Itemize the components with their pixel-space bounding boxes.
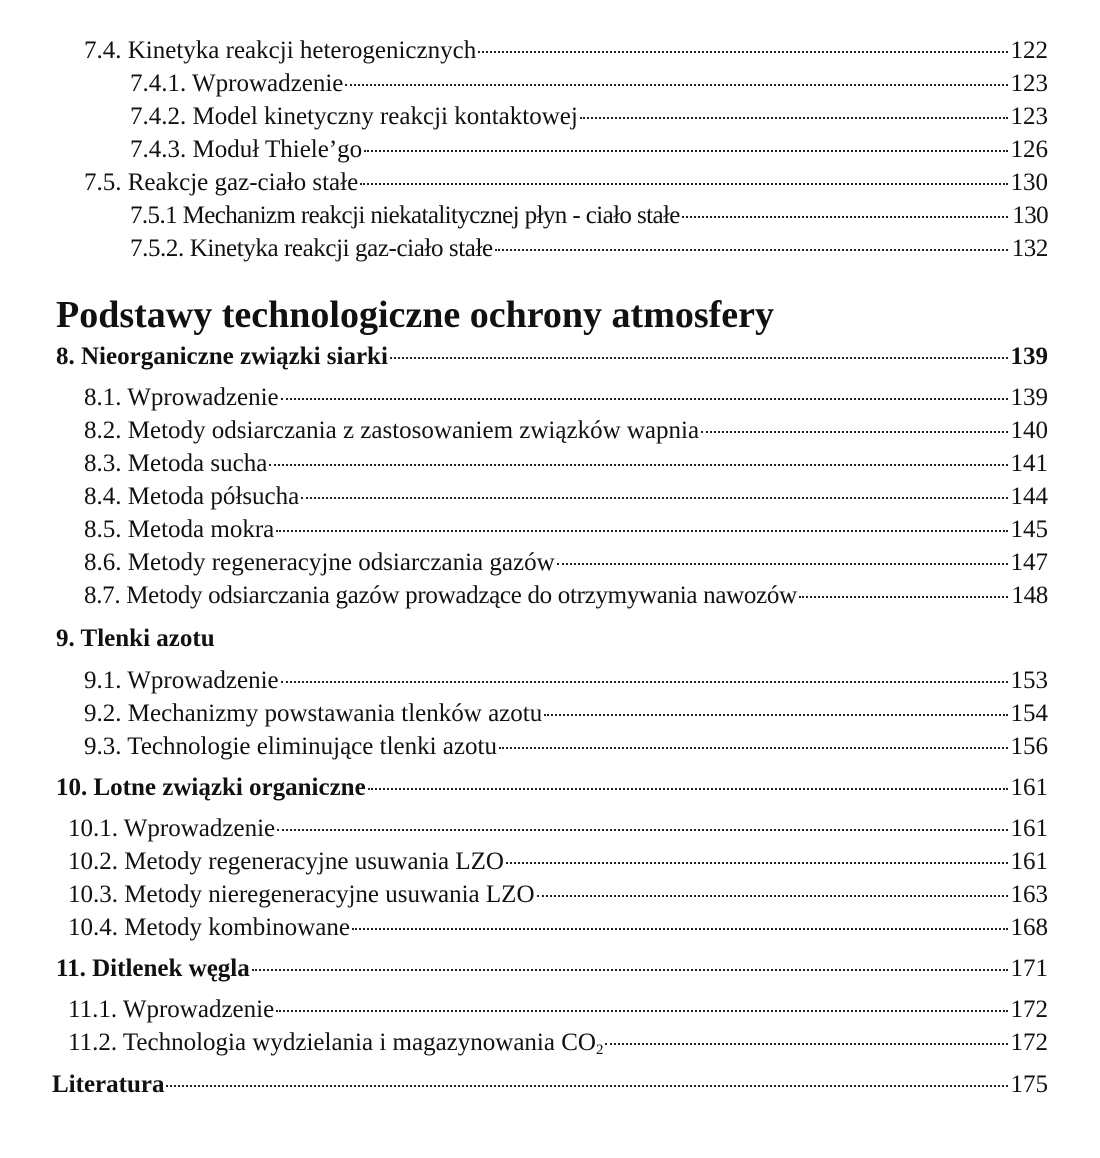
dot-leader — [390, 357, 1008, 359]
toc-entry-label: 11.1. Wprowadzenie — [68, 996, 275, 1023]
toc-entry-8-3 — [84, 449, 1048, 479]
toc-entry-page: 140 — [1010, 417, 1048, 444]
dot-leader — [368, 788, 1008, 790]
toc-entry-7-5-1 — [130, 201, 1048, 231]
toc-entry-page: 126 — [1010, 136, 1048, 163]
toc-entry-page: 172 — [1010, 996, 1048, 1023]
toc-chapter-9 — [56, 624, 215, 654]
dot-leader — [360, 183, 1008, 185]
dot-leader — [799, 596, 1008, 598]
toc-entry-label: 10. Lotne związki organiczne — [56, 774, 366, 801]
toc-entry-label: 9.2. Mechanizmy powstawania tlenków azotu — [84, 700, 543, 727]
toc-chapter-10 — [56, 773, 1048, 803]
toc-entry-8-4 — [84, 482, 1048, 512]
toc-entry-page: 139 — [1010, 343, 1048, 370]
dot-leader — [352, 928, 1008, 930]
toc-entry-label: 8.3. Metoda sucha — [84, 450, 268, 477]
toc-entry-10-2 — [68, 847, 1048, 877]
toc-entry-label — [68, 1028, 603, 1061]
toc-entry-7-5-2 — [130, 234, 1048, 264]
toc-entry-page: 130 — [1010, 169, 1048, 196]
dot-leader — [701, 431, 1008, 433]
toc-entry-label: 8.4. Metoda półsucha — [84, 483, 300, 510]
dot-leader — [495, 249, 1008, 251]
toc-entry-label-text: 11.2. Technologia wydzielania i magazynowania CO — [68, 1029, 596, 1056]
dot-leader — [544, 714, 1008, 716]
toc-entry-page: 123 — [1010, 70, 1048, 97]
toc-entry-label: 9.3. Technologie eliminujące tlenki azotu — [84, 733, 497, 760]
toc-entry-10-4 — [68, 913, 1048, 943]
toc-literatura — [52, 1070, 1048, 1100]
dot-leader — [506, 862, 1008, 864]
toc-entry-10-3 — [68, 880, 1048, 910]
dot-leader — [580, 117, 1008, 119]
toc-entry-page: 153 — [1010, 667, 1048, 694]
toc-entry-8-7 — [84, 581, 1048, 611]
toc-entry-label: 10.4. Metody kombinowane — [68, 914, 350, 941]
toc-entry-10-1 — [68, 814, 1048, 844]
toc-entry-8-1 — [84, 383, 1048, 413]
toc-entry-page: 122 — [1010, 37, 1048, 64]
dot-leader — [537, 895, 1008, 897]
toc-entry-page: 145 — [1010, 516, 1048, 543]
dot-leader — [281, 398, 1008, 400]
toc-entry-page: 171 — [1010, 955, 1048, 982]
toc-entry-page: 148 — [1011, 582, 1048, 609]
dot-leader — [252, 969, 1008, 971]
toc-entry-8-5 — [84, 515, 1048, 545]
toc-entry-8-6 — [84, 548, 1048, 578]
toc-entry-label: 10.2. Metody regeneracyjne usuwania LZO — [68, 848, 504, 875]
dot-leader — [269, 464, 1008, 466]
dot-leader — [301, 497, 1008, 499]
toc-entry-page: 144 — [1010, 483, 1048, 510]
toc-entry-page: 156 — [1010, 733, 1048, 760]
dot-leader — [277, 829, 1008, 831]
toc-entry-label: 9. Tlenki azotu — [56, 625, 215, 652]
dot-leader — [345, 84, 1008, 86]
toc-entry-label: Literatura — [52, 1071, 165, 1098]
toc-entry-page: 163 — [1010, 881, 1048, 908]
dot-leader — [499, 747, 1008, 749]
toc-entry-label: 10.3. Metody nieregeneracyjne usuwania LZO — [68, 881, 535, 908]
toc-entry-page: 123 — [1010, 103, 1048, 130]
toc-entry-label: 8.2. Metody odsiarczania z zastosowaniem związków wapnia — [84, 417, 700, 444]
toc-entry-label: 8.6. Metody regeneracyjne odsiarczania gazów — [84, 549, 555, 576]
toc-entry-7-4-1 — [130, 69, 1048, 99]
toc-entry-9-2 — [84, 699, 1048, 729]
part-heading: Podstawy technologiczne ochrony atmosfery — [56, 294, 775, 336]
toc-entry-label: 11. Ditlenek węgla — [56, 955, 250, 982]
toc-entry-8-2 — [84, 416, 1048, 446]
toc-entry-11-1 — [68, 995, 1048, 1025]
toc-entry-page: 161 — [1010, 848, 1048, 875]
toc-entry-7-4-2 — [130, 102, 1048, 132]
toc-entry-label: 7.5. Reakcje gaz-ciało stałe — [84, 169, 359, 196]
toc-entry-label: 10.1. Wprowadzenie — [68, 815, 276, 842]
toc-entry-label: 8.7. Metody odsiarczania gazów prowadzące do otrzymywania nawozów — [84, 582, 797, 609]
toc-entry-7-4-3 — [130, 135, 1048, 165]
toc-entry-11-2 — [68, 1028, 1048, 1061]
toc-entry-label: 7.5.1 Mechanizm reakcji niekatalitycznej płyn - ciało stałe — [130, 202, 680, 229]
toc-entry-label: 7.5.2. Kinetyka reakcji gaz-ciało stałe — [130, 235, 493, 262]
toc-entry-label: 8. Nieorganiczne związki siarki — [56, 343, 388, 370]
dot-leader — [276, 1010, 1008, 1012]
toc-chapter-11 — [56, 954, 1048, 984]
toc-entry-page: 175 — [1010, 1071, 1048, 1098]
subscript-2: 2 — [595, 1042, 604, 1058]
toc-entry-page: 139 — [1010, 384, 1048, 411]
dot-leader — [364, 150, 1008, 152]
toc-entry-page: 154 — [1010, 700, 1048, 727]
toc-entry-label: 8.5. Metoda mokra — [84, 516, 275, 543]
toc-entry-7-5 — [84, 168, 1048, 198]
toc-entry-label: 7.4. Kinetyka reakcji heterogenicznych — [84, 37, 477, 64]
toc-entry-9-3 — [84, 732, 1048, 762]
toc-entry-page: 132 — [1011, 235, 1048, 262]
toc-entry-page: 161 — [1010, 815, 1048, 842]
toc-entry-label: 7.4.2. Model kinetyczny reakcji kontaktowej — [130, 103, 578, 130]
dot-leader — [478, 51, 1008, 53]
dot-leader — [281, 681, 1008, 683]
toc-entry-page: 172 — [1010, 1029, 1048, 1056]
toc-entry-page: 141 — [1010, 450, 1048, 477]
dot-leader — [166, 1085, 1008, 1087]
toc-chapter-8 — [56, 342, 1048, 372]
dot-leader — [605, 1043, 1008, 1045]
toc-entry-9-1 — [84, 666, 1048, 696]
dot-leader — [276, 530, 1008, 532]
toc-entry-page: 168 — [1010, 914, 1048, 941]
toc-entry-7-4 — [84, 36, 1048, 66]
toc-entry-page: 147 — [1010, 549, 1048, 576]
dot-leader — [557, 563, 1008, 565]
toc-entry-label: 8.1. Wprowadzenie — [84, 384, 279, 411]
toc-entry-label: 9.1. Wprowadzenie — [84, 667, 279, 694]
dot-leader — [682, 216, 1008, 218]
toc-entry-label: 7.4.3. Moduł Thiele’go — [130, 136, 363, 163]
toc-entry-page: 161 — [1010, 774, 1048, 801]
toc-entry-label: 7.4.1. Wprowadzenie — [130, 70, 344, 97]
toc-entry-page: 130 — [1012, 202, 1048, 229]
